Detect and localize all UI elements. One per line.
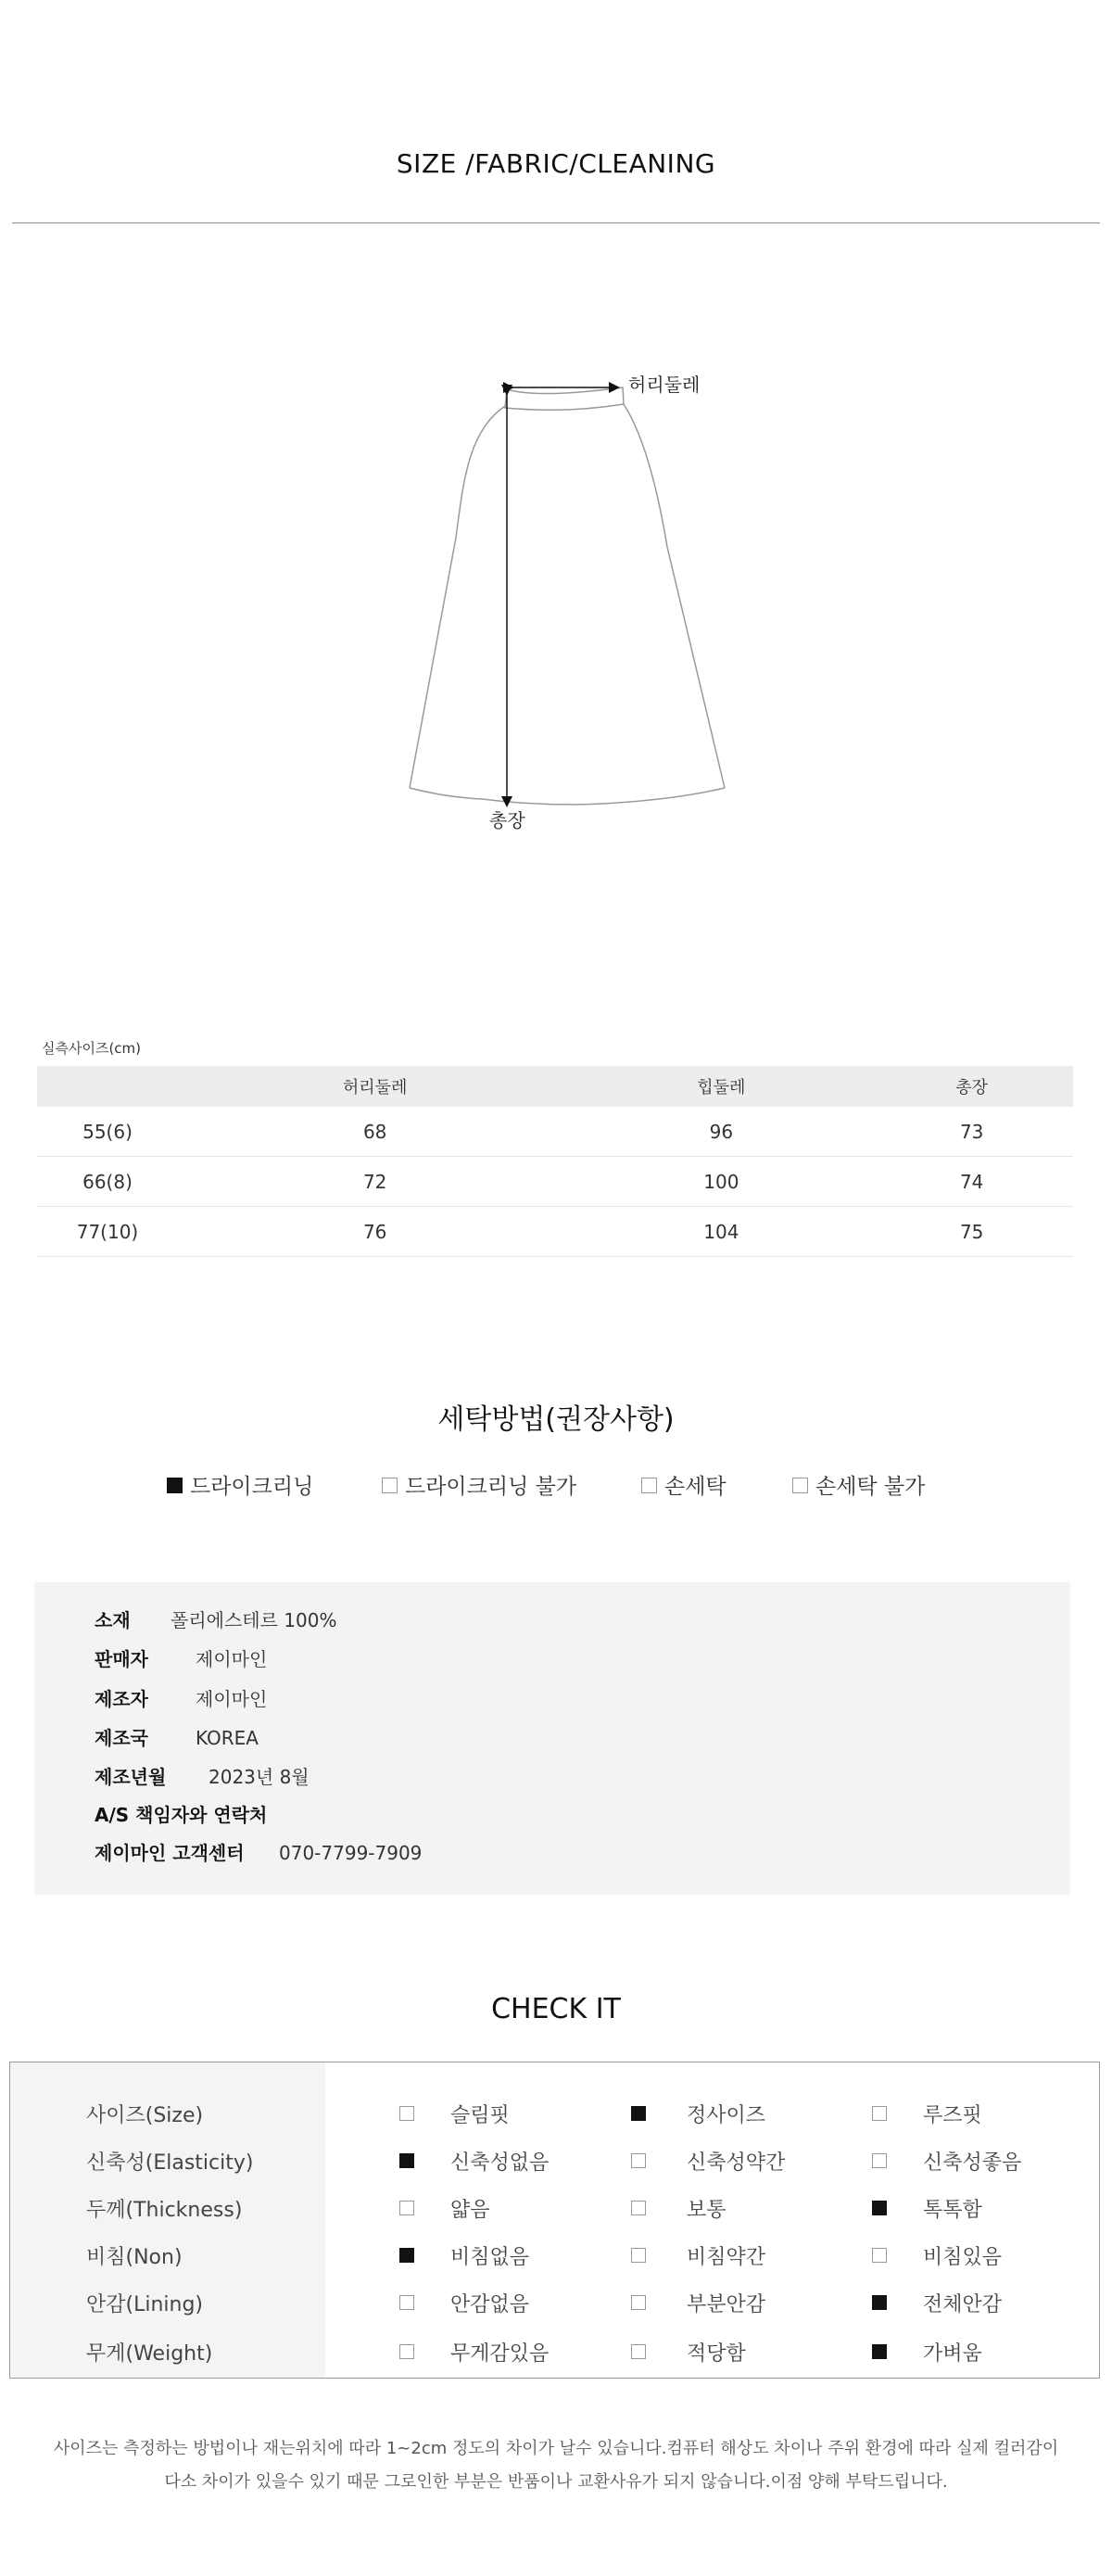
info-value: 070-7799-7909 — [279, 1842, 423, 1864]
check-option-label: 안감없음 — [450, 2293, 530, 2316]
empty-box-icon — [631, 2201, 646, 2215]
check-option-label: 신축성없음 — [450, 2151, 550, 2175]
hip-cell: 96 — [572, 1107, 870, 1157]
check-option-label: 보통 — [687, 2199, 727, 2222]
check-option-label: 적당함 — [687, 2342, 746, 2366]
table-row — [37, 1207, 1073, 1257]
empty-box-icon — [792, 1478, 808, 1493]
check-option-label: 비침있음 — [923, 2246, 1003, 2269]
size-table-header — [37, 1066, 1073, 1107]
empty-box-icon — [631, 2295, 646, 2310]
hip-cell: 104 — [572, 1207, 870, 1257]
page-title: SIZE /FABRIC/CLEANING — [396, 148, 716, 179]
info-row — [95, 1800, 267, 1827]
wash-option-label: 드라이크리닝 불가 — [405, 1475, 577, 1499]
column-header: 총장 — [870, 1066, 1073, 1107]
footer-line: 다소 차이가 있을수 있기 때문 그로인한 부분은 반품이나 교환사유가 되지 않습니다.이점 양해 부탁드립니다. — [164, 2472, 948, 2492]
wash-option — [792, 1469, 925, 1500]
skirt-diagram — [389, 362, 760, 844]
check-option-label: 부분안감 — [687, 2293, 766, 2316]
checked-box-icon — [872, 2295, 887, 2310]
info-label: 제조국 — [95, 1727, 148, 1749]
info-row — [95, 1684, 267, 1711]
length-cell: 75 — [870, 1207, 1073, 1257]
divider — [12, 222, 1100, 223]
info-value: 제이마인 — [196, 1648, 268, 1670]
check-option-label: 신축성약간 — [687, 2151, 786, 2175]
footer-notice — [0, 2432, 1112, 2499]
info-label: 판매자 — [95, 1648, 148, 1670]
washing-options — [0, 1469, 1112, 1506]
check-row-label: 무게(Weight) — [86, 2342, 213, 2366]
wash-option — [641, 1469, 727, 1500]
info-row — [95, 1605, 336, 1632]
check-row-label: 두께(Thickness) — [86, 2199, 243, 2222]
length-cell: 74 — [870, 1157, 1073, 1207]
column-header: 허리둘레 — [178, 1066, 572, 1107]
check-option-label: 무게감있음 — [450, 2342, 550, 2366]
check-option-label: 얇음 — [450, 2199, 490, 2222]
info-value: 2023년 8월 — [208, 1766, 310, 1788]
check-option-label: 톡톡함 — [923, 2199, 982, 2222]
checked-box-icon — [167, 1478, 183, 1493]
wash-option — [167, 1469, 313, 1500]
washing-title: 세탁방법(권장사항) — [437, 1403, 675, 1436]
checked-box-icon — [399, 2153, 414, 2168]
footer-line: 사이즈는 측정하는 방법이나 재는위치에 따라 1~2cm 정도의 차이가 날수 있습니다.컴퓨터 해상도 차이나 주위 환경에 따라 실제 컬러감이 — [53, 2439, 1059, 2458]
checked-box-icon — [872, 2344, 887, 2359]
checked-box-icon — [872, 2201, 887, 2215]
empty-box-icon — [631, 2248, 646, 2263]
info-row — [95, 1723, 259, 1750]
hip-cell: 100 — [572, 1157, 870, 1207]
empty-box-icon — [631, 2344, 646, 2359]
table-row — [37, 1107, 1073, 1157]
size-table — [37, 1066, 1073, 1257]
empty-box-icon — [399, 2201, 414, 2215]
empty-box-icon — [399, 2106, 414, 2121]
empty-box-icon — [399, 2344, 414, 2359]
size-cell: 66(8) — [37, 1157, 178, 1207]
column-header: 힙둘레 — [572, 1066, 870, 1107]
waist-cell: 72 — [178, 1157, 572, 1207]
info-label: 제조년월 — [95, 1766, 167, 1788]
waist-label: 허리둘레 — [628, 374, 701, 396]
wash-option-label: 드라이크리닝 — [190, 1475, 314, 1499]
check-it-table — [9, 2062, 1100, 2379]
check-option-label: 비침없음 — [450, 2246, 530, 2269]
wash-option — [382, 1469, 576, 1500]
column-header — [37, 1066, 178, 1107]
empty-box-icon — [382, 1478, 398, 1493]
length-label: 총장 — [489, 809, 525, 831]
empty-box-icon — [872, 2153, 887, 2168]
checked-box-icon — [399, 2248, 414, 2263]
empty-box-icon — [399, 2295, 414, 2310]
info-value: 제이마인 — [196, 1688, 268, 1710]
info-value: 폴리에스테르 100% — [171, 1609, 337, 1631]
info-label: 제조자 — [95, 1688, 148, 1710]
checked-box-icon — [631, 2106, 646, 2121]
size-cell: 55(6) — [37, 1107, 178, 1157]
size-table-caption: 실측사이즈(cm) — [42, 1040, 142, 1057]
info-label: 소재 — [95, 1609, 131, 1631]
waist-cell: 68 — [178, 1107, 572, 1157]
info-label: 제이마인 고객센터 — [95, 1842, 245, 1864]
check-row-label: 사이즈(Size) — [86, 2104, 204, 2127]
length-cell: 73 — [870, 1107, 1073, 1157]
size-cell: 77(10) — [37, 1207, 178, 1257]
info-row — [95, 1762, 310, 1789]
empty-box-icon — [631, 2153, 646, 2168]
check-option-label: 신축성좋음 — [923, 2151, 1022, 2175]
check-row-label: 안감(Lining) — [86, 2293, 204, 2316]
check-row-label: 비침(Non) — [86, 2246, 183, 2269]
waist-cell: 76 — [178, 1207, 572, 1257]
empty-box-icon — [641, 1478, 657, 1493]
empty-box-icon — [872, 2106, 887, 2121]
check-option-label: 슬림핏 — [450, 2104, 510, 2127]
info-row — [95, 1838, 422, 1865]
check-it-title: CHECK IT — [491, 1993, 621, 2025]
info-row — [95, 1644, 267, 1671]
table-row — [37, 1157, 1073, 1207]
empty-box-icon — [872, 2248, 887, 2263]
check-option-label: 비침약간 — [687, 2246, 766, 2269]
check-row-label: 신축성(Elasticity) — [86, 2151, 254, 2175]
check-option-label: 전체안감 — [923, 2293, 1003, 2316]
wash-option-label: 손세탁 — [664, 1475, 727, 1499]
info-value: KOREA — [196, 1727, 259, 1749]
product-info-box — [34, 1582, 1070, 1895]
check-option-label: 루즈핏 — [923, 2104, 982, 2127]
check-option-label: 가벼움 — [923, 2342, 982, 2366]
info-label: A/S 책임자와 연락처 — [95, 1804, 268, 1826]
wash-option-label: 손세탁 불가 — [815, 1475, 926, 1499]
check-option-label: 정사이즈 — [687, 2104, 766, 2127]
